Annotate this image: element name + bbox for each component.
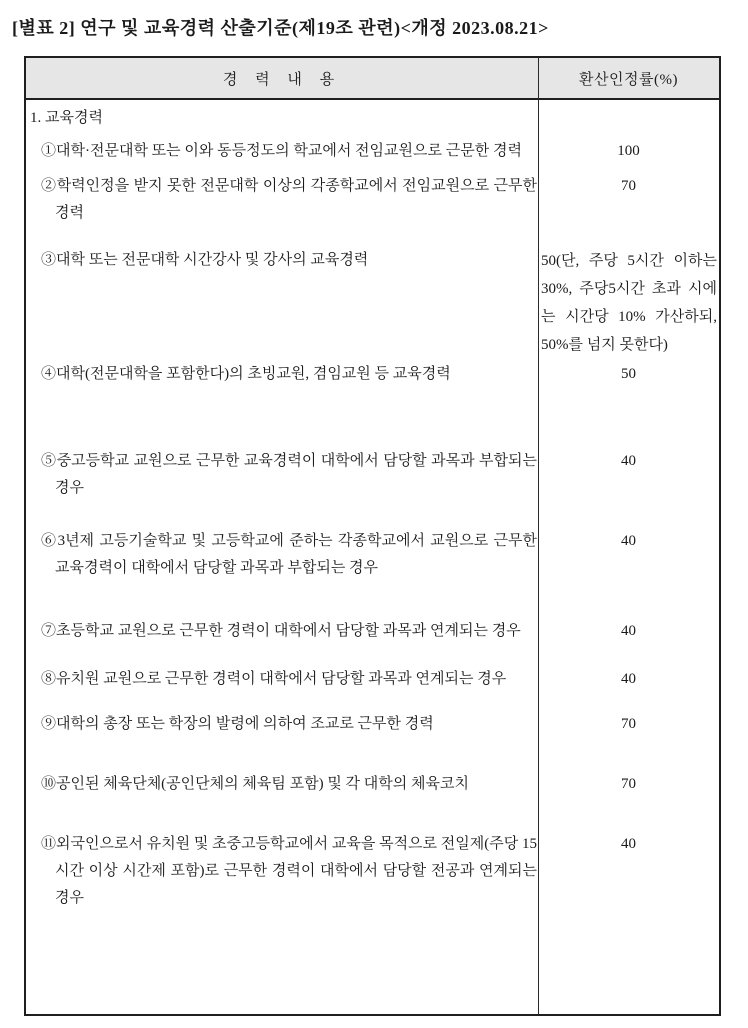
row-rate: 100 <box>617 143 640 159</box>
section-rate-cell <box>538 105 719 132</box>
row-text: ①대학·전문대학 또는 이와 동등정도의 학교에서 전임교원으로 근문한 경력 <box>41 143 522 159</box>
column-divider <box>538 58 539 1014</box>
row-text: ③대학 또는 전문대학 시간강사 및 강사의 교육경력 <box>41 252 369 268</box>
row-text: ⑧유치원 교원으로 근무한 경력이 대학에서 담당할 과목과 연계되는 경우 <box>41 671 507 687</box>
row-text: ⑪외국인으로서 유치원 및 초중고등학교에서 교육을 목적으로 전일제(주당 15시간 이상 시간제 포함)로 근무한 경력이 대학에서 담당할 전공과 연계되는 경우 <box>41 836 537 906</box>
row-rate: 50 <box>621 366 636 382</box>
row-rate: 40 <box>621 623 636 639</box>
table-row <box>26 448 719 502</box>
table-row <box>26 618 719 645</box>
row-rate: 70 <box>621 716 636 732</box>
career-criteria-table <box>24 56 721 1016</box>
table-row <box>26 831 719 912</box>
table-row <box>26 361 719 388</box>
row-rate: 70 <box>621 178 636 194</box>
row-text: ⑤중고등학교 교원으로 근무한 교육경력이 대학에서 담당할 과목과 부합되는 경우 <box>41 453 537 496</box>
row-text: ⑥3년제 고등기술학교 및 고등학교에 준하는 각종학교에서 교원으로 근무한 교육경력이 대학에서 담당할 과목과 부합되는 경우 <box>41 533 537 576</box>
row-rate: 70 <box>621 776 636 792</box>
table-header-row <box>26 58 719 100</box>
row-text: ⑩공인된 체육단체(공인단체의 체육팀 포함) 및 각 대학의 체육코치 <box>41 776 469 792</box>
table-row <box>26 711 719 738</box>
table-row <box>26 138 719 165</box>
page-title: [별표 2] 연구 및 교육경력 산출기준(제19조 관련)<개정 2023.08.21> <box>12 18 549 38</box>
row-text: ②학력인정을 받지 못한 전문대학 이상의 각종학교에서 전임교원으로 근무한 경력 <box>41 178 537 221</box>
row-rate: 40 <box>621 453 636 469</box>
row-rate: 40 <box>621 671 636 687</box>
row-text: ⑦초등학교 교원으로 근무한 경력이 대학에서 담당할 과목과 연계되는 경우 <box>41 623 521 639</box>
table-row <box>26 666 719 693</box>
row-text: ④대학(전문대학을 포함한다)의 초빙교원, 겸임교원 등 교육경력 <box>41 366 451 382</box>
table-row <box>26 247 719 359</box>
table-row <box>26 173 719 227</box>
row-text: ⑨대학의 총장 또는 학장의 발령에 의하여 조교로 근무한 경력 <box>41 716 434 732</box>
section-label: 1. 교육경력 <box>30 110 103 126</box>
table-row <box>26 528 719 582</box>
section-row-education-career <box>26 105 719 132</box>
header-conversion-rate: 환산인정률(%) <box>579 71 678 88</box>
row-rate: 40 <box>621 533 636 549</box>
header-career-content: 경 력 내 용 <box>222 71 342 88</box>
row-rate-note: 50(단, 주당 5시간 이하는 30%, 주당5시간 초과 시에는 시간당 10% 가산하되, 50%를 넘지 못한다) <box>541 253 717 353</box>
table-body <box>26 100 719 1014</box>
table-row <box>26 771 719 798</box>
row-rate: 40 <box>621 836 636 852</box>
